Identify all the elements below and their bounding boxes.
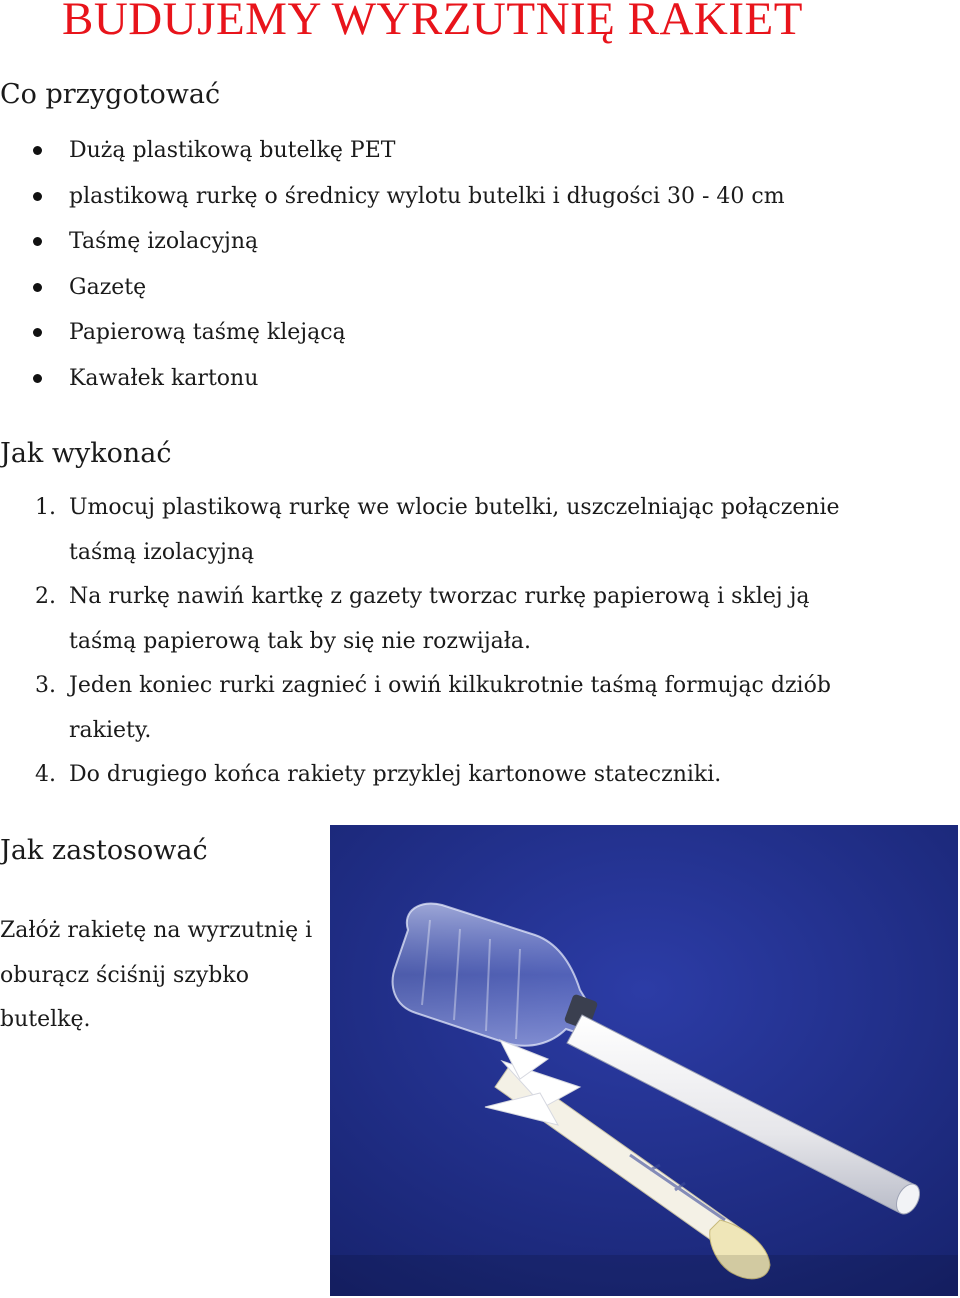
heading-use: Jak zastosować [0,835,208,866]
list-item: Taśmę izolacyjną [0,219,785,265]
materials-list [0,128,785,402]
step-number: 2. [35,584,56,609]
usage-text: Załóż rakietę na wyrzutnię i oburącz ściśnij szybko butelkę. [0,918,313,1032]
step-text: Do drugiego końca rakiety przyklej kartonowe stateczniki. [69,762,722,787]
bullet-icon [33,146,42,155]
bullet-icon [33,237,42,246]
page-title: BUDUJEMY WYRZUTNIĘ RAKIET [62,0,803,45]
bullet-icon [33,192,42,201]
heading-prepare: Co przygotować [0,79,221,110]
step-item [0,575,880,664]
bullet-icon [33,328,42,337]
list-item: Gazetę [0,265,785,311]
bullet-icon [33,374,42,383]
step-text: Umocuj plastikową rurkę we wlocie butelki, uszczelniając połączenie taśmą izolacyjną [69,495,840,565]
step-item [0,486,880,575]
step-number: 3. [35,673,56,698]
list-item: Kawałek kartonu [0,356,785,402]
heading-how: Jak wykonać [0,438,172,469]
steps-list [0,486,880,798]
step-item [0,664,880,753]
step-text: Na rurkę nawiń kartkę z gazety tworzac rurkę papierową i sklej ją taśmą papierową tak by się nie rozwijała. [69,584,810,654]
list-item: plastikową rurkę o średnicy wylotu butelki i długości 30 - 40 cm [0,174,785,220]
list-item: Dużą plastikową butelkę PET [0,128,785,174]
rocket-launcher-photo [330,825,958,1296]
bullet-icon [33,283,42,292]
step-number: 1. [35,495,56,520]
step-item [0,753,880,798]
step-text: Jeden koniec rurki zagnieć i owiń kilkukrotnie taśmą formując dziób rakiety. [69,673,831,743]
list-item: Papierową taśmę klejącą [0,310,785,356]
step-number: 4. [35,762,56,787]
